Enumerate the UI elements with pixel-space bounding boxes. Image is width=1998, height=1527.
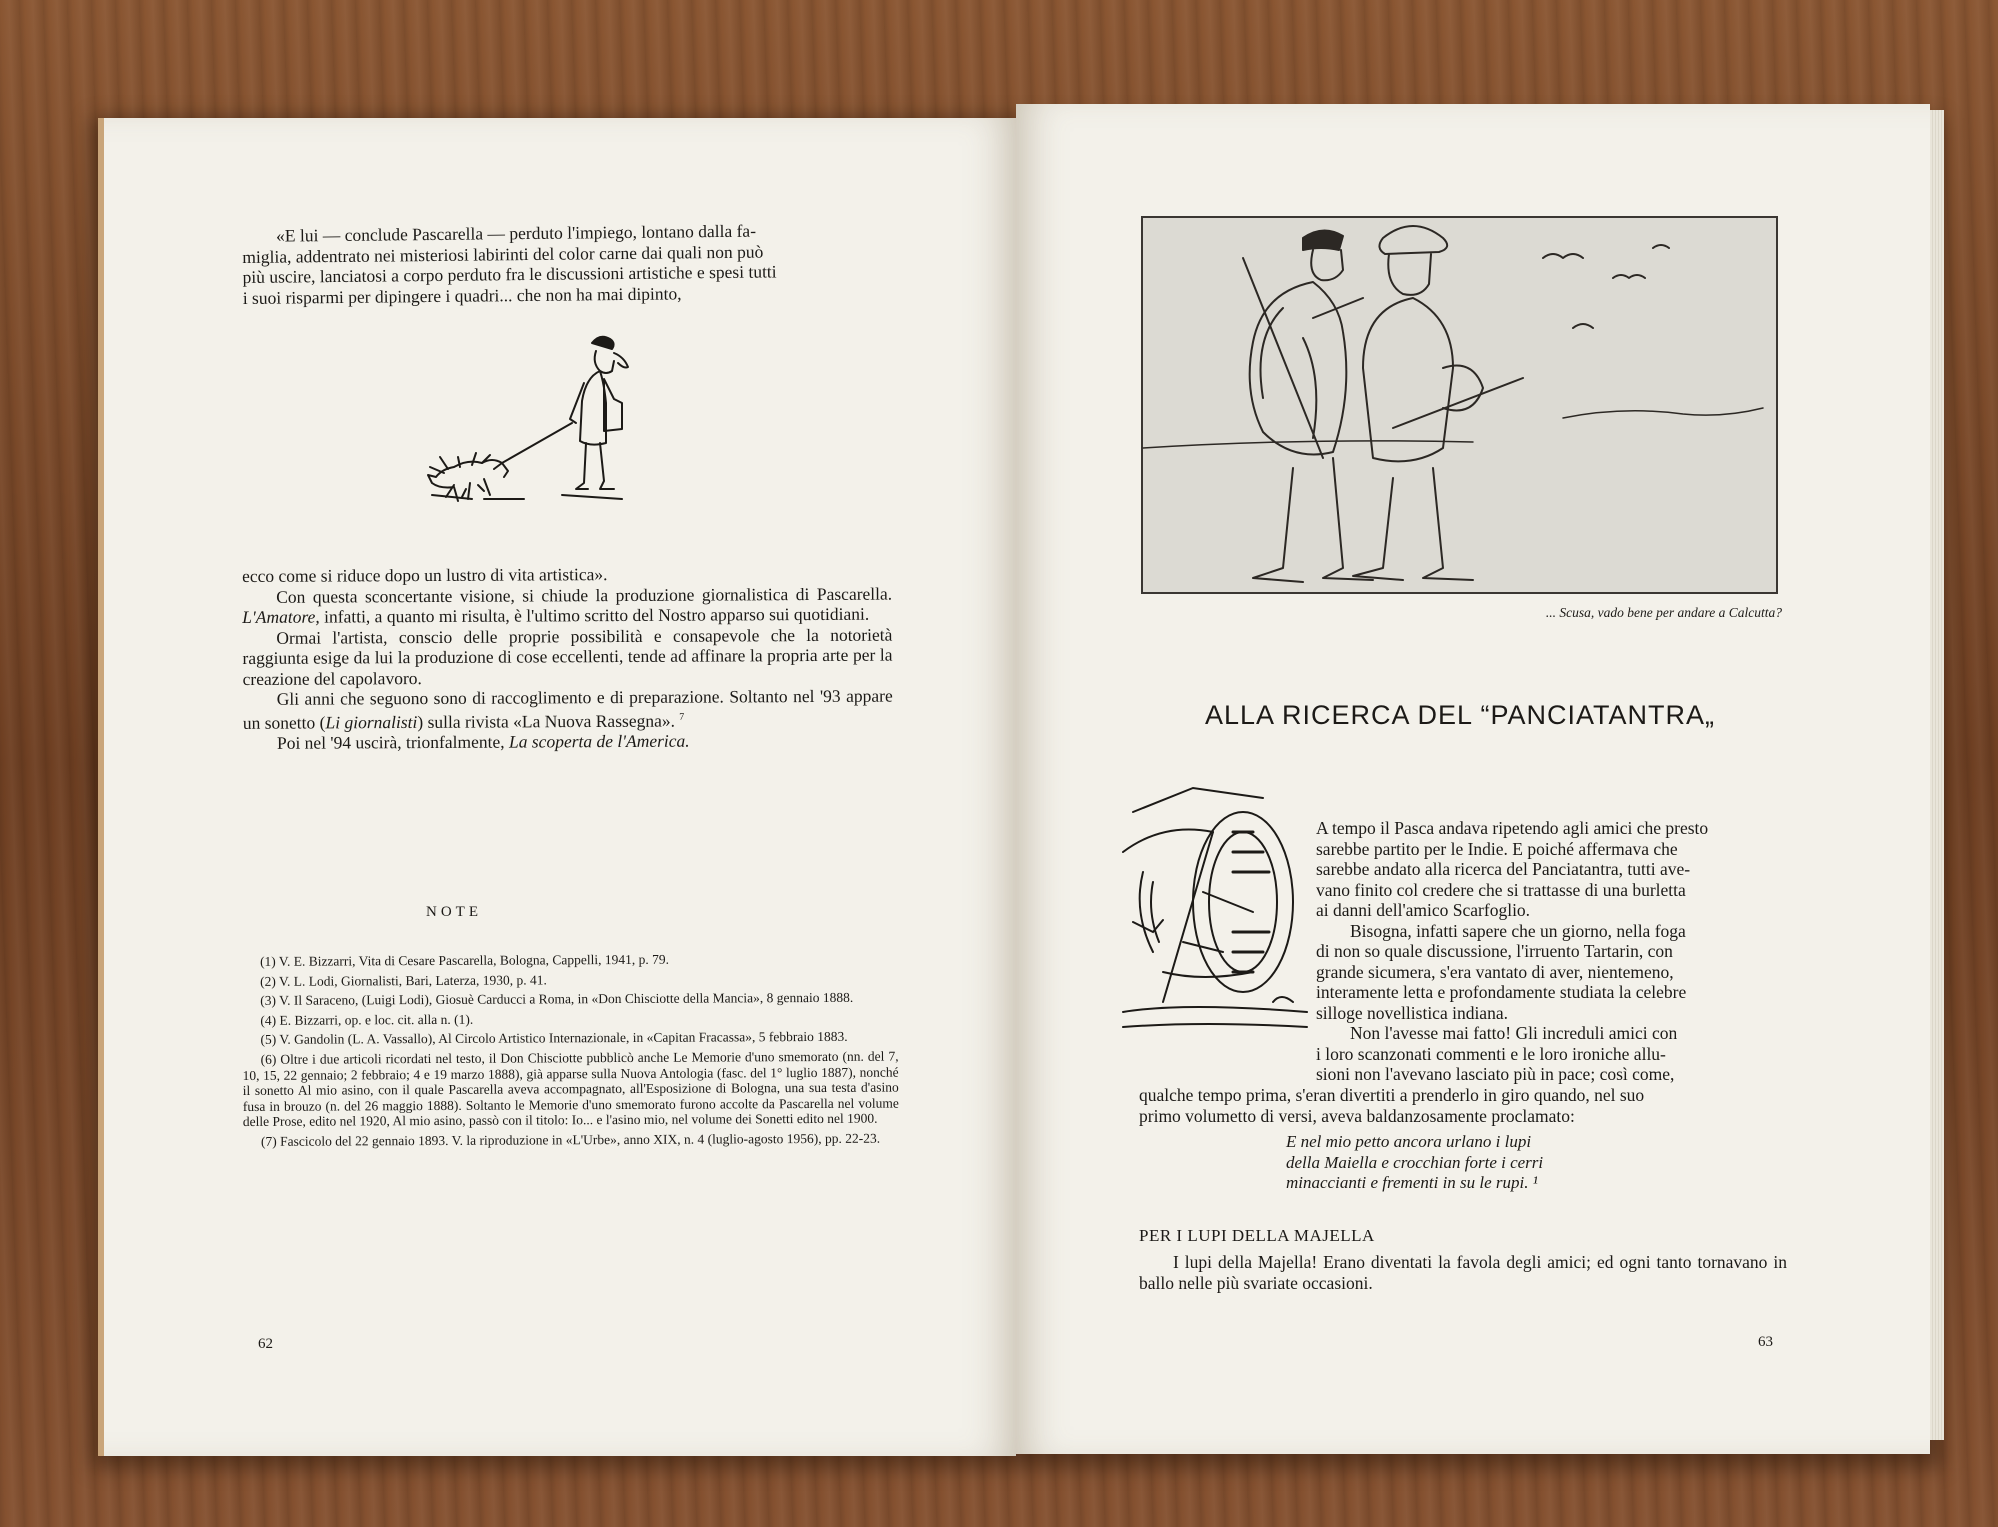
verse-line: della Maiella e crocchian forte i cerri	[1286, 1152, 1544, 1172]
body-line: A tempo il Pasca andava ripetendo agli amici che presto	[1316, 818, 1709, 838]
footnote: (5) V. Gandolin (L. A. Vassallo), Al Circolo Artistico Internazionale, in «Capitan Fracassa», 5 febbraio 1883.	[260, 1029, 848, 1048]
quote-line: i suoi risparmi per dipingere i quadri... che non ha mai dipinto,	[242, 282, 682, 308]
body-line: sarebbe andato alla ricerca del Panciatantra, tutti ave-	[1316, 859, 1691, 879]
body-line: primo volumetto di versi, aveva baldanzosamente proclamato:	[1139, 1105, 1575, 1126]
illustration-drawing	[1143, 218, 1776, 592]
body-line: silloge novellistica indiana.	[1316, 1002, 1508, 1023]
chapter-body-wrap	[1316, 818, 1786, 1085]
paragraph-3: Gli anni che seguono sono di raccoglimento e di preparazione. Soltanto nel '93 appare un sonetto (Li giornalisti) sulla rivista «La Nuova Rassegna». $^7$	[242, 685, 893, 733]
body-line: di non so quale discussione, l'irruento Tartarin, con	[1316, 941, 1673, 961]
page-number-left: 62	[258, 1336, 273, 1352]
footnote: (7) Fascicolo del 22 gennaio 1893. V. la riproduzione in «L'Urbe», anno XIX, n. 4 (luglio-agosto 1956), pp. 22-23.	[260, 1130, 881, 1149]
footnote: (3) V. Il Saraceno, (Luigi Lodi), Giosuè Carducci a Roma, in «Don Chisciotte della Mancia», 8 gennaio 1888.	[260, 989, 854, 1009]
verse-line: minaccianti e frementi in su le rupi. ¹	[1286, 1173, 1538, 1192]
paragraph-4: Poi nel '94 uscirà, trionfalmente, La scoperta de l'America.	[276, 730, 690, 753]
paragraph-1: Con questa sconcertante visione, si chiude la produzione giornalistica di Pascarella. L'Amatore, infatti, a quanto mi risulta, è l'ultimo scritto del Nostro apparso sui quotidiani.	[242, 583, 893, 627]
verse-quote	[1286, 1132, 1543, 1194]
illustration-caption: ... Scusa, vado bene per andare a Calcutta?	[1545, 605, 1782, 620]
left-page	[98, 118, 1016, 1456]
quote-line: miglia, addentrato nei misteriosi labirinti del color carne dai quali non può	[242, 241, 764, 267]
chapter-title: ALLA RICERCA DEL “PANCIATANTRA„	[1204, 700, 1716, 730]
page-edge	[1930, 110, 1944, 1440]
paragraph-2: Ormai l'artista, conscio delle proprie possibilità e consapevole che la notorietà raggiunta esige da lui la produzione di cose eccellenti, tende ad affinare la propria arte per la creazione del capolavoro.	[242, 624, 893, 689]
section-title: PER I LUPI DELLA MAJELLA	[1139, 1226, 1375, 1245]
sketch-man-with-dog	[424, 323, 684, 523]
body-text	[242, 563, 893, 754]
body-line: qualche tempo prima, s'eran divertiti a prenderlo in giro quando, nel suo	[1139, 1085, 1645, 1105]
drawing-caption-line: ecco come si riduce dopo un lustro di vita artistica».	[242, 564, 608, 586]
body-line: vano finito col credere che si trattasse di una burletta	[1316, 879, 1686, 900]
illustration-two-travelers	[1141, 216, 1778, 594]
page-number-right: 63	[1758, 1334, 1773, 1350]
body-line: ai danni dell'amico Scarfoglio.	[1316, 900, 1531, 920]
body-line: Non l'avesse mai fatto! Gli increduli amici con	[1350, 1023, 1678, 1043]
body-line: grande sicumera, s'era vantato di aver, nientemeno,	[1316, 961, 1674, 982]
body-line: sarebbe partito per le Indie. E poiché affermava che	[1316, 838, 1678, 859]
section-paragraph: I lupi della Majella! Erano diventati la favola degli amici; ed ogni tanto tornavano in ballo nelle più svariate occasioni.	[1139, 1252, 1787, 1293]
engraving-waterwheel	[1123, 772, 1307, 1038]
footnote: (4) E. Bizzarri, op. e loc. cit. alla n. (1).	[260, 1011, 474, 1028]
verse-line: E nel mio petto ancora urlano i lupi	[1286, 1132, 1532, 1151]
chapter-body-full	[1139, 1085, 1787, 1126]
body-line: sioni non l'avevano lasciato più in pace; così come,	[1316, 1064, 1675, 1084]
footnote: (2) V. L. Lodi, Giornalisti, Bari, Laterza, 1930, p. 41.	[260, 971, 547, 989]
footnotes	[242, 951, 899, 1154]
body-line: interamente letta e profondamente studiata la celebre	[1316, 982, 1687, 1002]
quote-line: «E lui — conclude Pascarella — perduto l'impiego, lontano dalla fa-	[275, 220, 757, 246]
notes-heading: NOTE	[426, 904, 482, 920]
footnote: (1) V. E. Bizzarri, Vita di Cesare Pascarella, Bologna, Cappelli, 1941, p. 79.	[259, 951, 670, 969]
opening-quote	[242, 219, 889, 308]
body-line: i loro scanzonati commenti e le loro ironiche allu-	[1316, 1043, 1666, 1064]
footnote: (6) Oltre i due articoli ricordati nel testo, il Don Chisciotte pubblicò anche Le Memorie d'uno smemorato (nn. del 7, 10, 15, 22 gennaio; 2 febbraio; 4 e 19 marzo 1888), già apparse sulla Nuova Antologia (fasc. del 1° luglio 1887), nonché il sonetto Al mio asino, con il quale Pascarella aveva accompagnato, all'Esposizione di Bologna, una sua testa d'asino fusa in brouzo (n. del 26 maggio 1888). Soltanto le Memorie d'uno smemorato furono accolte da Pascarella nel volume delle Prose, edito nel 1920, Al mio asino, passò con il titolo: Io... e l'asino mio, nel volume dei Sonetti edito nel 1900.	[242, 1048, 899, 1130]
quote-line: più uscire, lanciatosi a corpo perduto fra le discussioni artistiche e spesi tutti	[242, 261, 777, 287]
body-line: Bisogna, infatti sapere che un giorno, nella foga	[1350, 920, 1686, 941]
